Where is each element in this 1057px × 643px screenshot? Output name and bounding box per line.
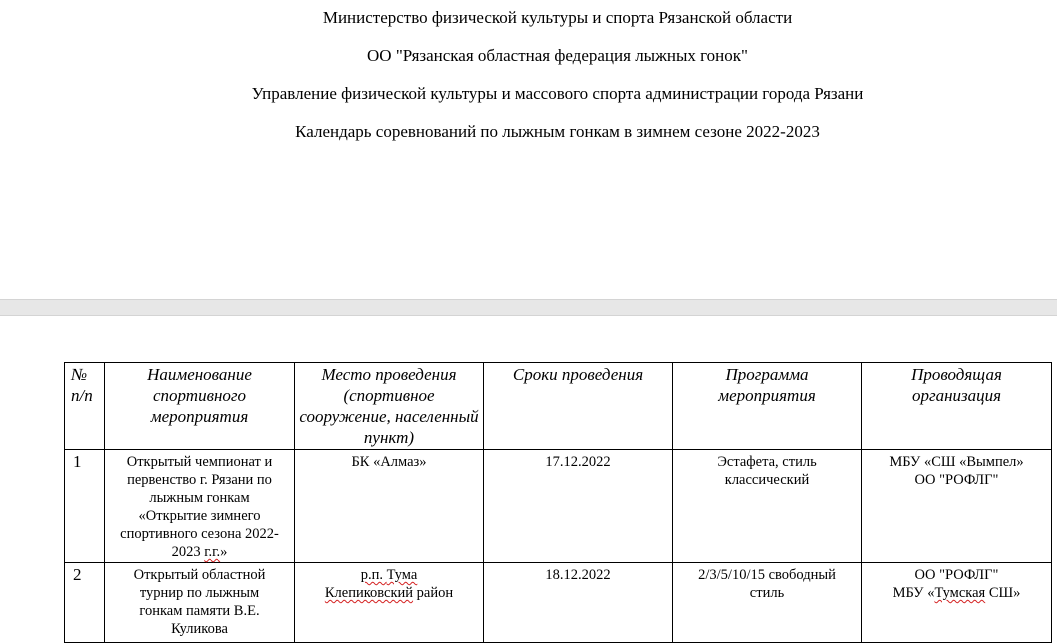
organizer-fragment: СШ» — [985, 585, 1021, 601]
column-header-event-name: Наименование спортивного мероприятия — [105, 363, 295, 450]
dates-cell: 17.12.2022 — [484, 450, 673, 563]
venue-line — [299, 566, 479, 584]
organizer-cell — [862, 450, 1052, 563]
program-line: Эстафета, стиль — [717, 454, 817, 470]
organizer-cell — [862, 563, 1052, 643]
venue-fragment: район — [413, 585, 454, 601]
organizer-line: МБУ «СШ «Вымпел» — [889, 454, 1024, 470]
table-row — [65, 450, 1052, 563]
event-name-line: лыжным гонкам — [149, 490, 250, 506]
event-name-line: спортивного сезона 2022- — [120, 526, 279, 542]
organizer-line — [866, 584, 1047, 602]
spellcheck-flagged-text: р.п. — [360, 567, 387, 583]
competition-calendar-table — [64, 362, 1052, 643]
organizer-fragment: МБУ « — [892, 585, 935, 601]
column-header-dates: Сроки проведения — [484, 363, 673, 450]
column-header-program: Программа мероприятия — [673, 363, 862, 450]
spellcheck-flagged-text: Клепиковский — [324, 585, 414, 601]
dates-cell: 18.12.2022 — [484, 563, 673, 643]
administration-heading: Управление физической культуры и массового спорта администрации города Рязани — [251, 84, 864, 103]
program-line: стиль — [749, 585, 785, 601]
spellcheck-flagged-text: Тумская — [934, 585, 986, 601]
column-header-venue: Место проведения (спортивное сооружение, населенный пункт) — [295, 363, 484, 450]
event-name-line: Куликова — [171, 621, 228, 637]
event-name-line — [109, 543, 290, 561]
document-page-top — [0, 0, 1057, 299]
spellcheck-flagged-text: г.г. — [204, 544, 221, 560]
row-number: 1 — [65, 450, 105, 563]
event-name-line: гонкам памяти В.Е. — [139, 603, 260, 619]
calendar-title: Календарь соревнований по лыжным гонкам в зимнем сезоне 2022-2023 — [295, 122, 820, 141]
venue-cell — [295, 563, 484, 643]
program-line: классический — [724, 472, 810, 488]
program-line: 2/3/5/10/15 свободный — [698, 567, 836, 583]
event-name-fragment: 2023 — [171, 544, 205, 560]
table-row — [65, 563, 1052, 643]
program-cell — [673, 563, 862, 643]
event-name-cell — [105, 563, 295, 643]
event-name-line: Открытый чемпионат и — [126, 454, 273, 470]
ministry-heading: Министерство физической культуры и спорта Рязанской области — [322, 8, 793, 27]
table-header-row — [65, 363, 1052, 450]
organizer-line: ОО "РОФЛГ" — [914, 567, 999, 583]
federation-heading: ОО "Рязанская областная федерация лыжных гонок" — [367, 46, 748, 65]
column-header-number: № п/п — [65, 363, 105, 450]
event-name-cell — [105, 450, 295, 563]
column-header-organizer: Проводящая организация — [862, 363, 1052, 450]
event-name-line: турнир по лыжным — [139, 585, 260, 601]
event-name-line: первенство г. Рязани по — [127, 472, 272, 488]
page-separator — [0, 299, 1057, 316]
venue-line — [299, 584, 479, 602]
spellcheck-flagged-text: Тума — [386, 567, 418, 583]
row-number: 2 — [65, 563, 105, 643]
venue-cell — [295, 450, 484, 563]
event-name-fragment: » — [220, 544, 228, 560]
event-name-line: «Открытие зимнего — [138, 508, 261, 524]
organizer-line: ОО "РОФЛГ" — [914, 472, 999, 488]
venue-line: БК «Алмаз» — [351, 454, 427, 470]
program-cell — [673, 450, 862, 563]
event-name-line: Открытый областной — [133, 567, 266, 583]
